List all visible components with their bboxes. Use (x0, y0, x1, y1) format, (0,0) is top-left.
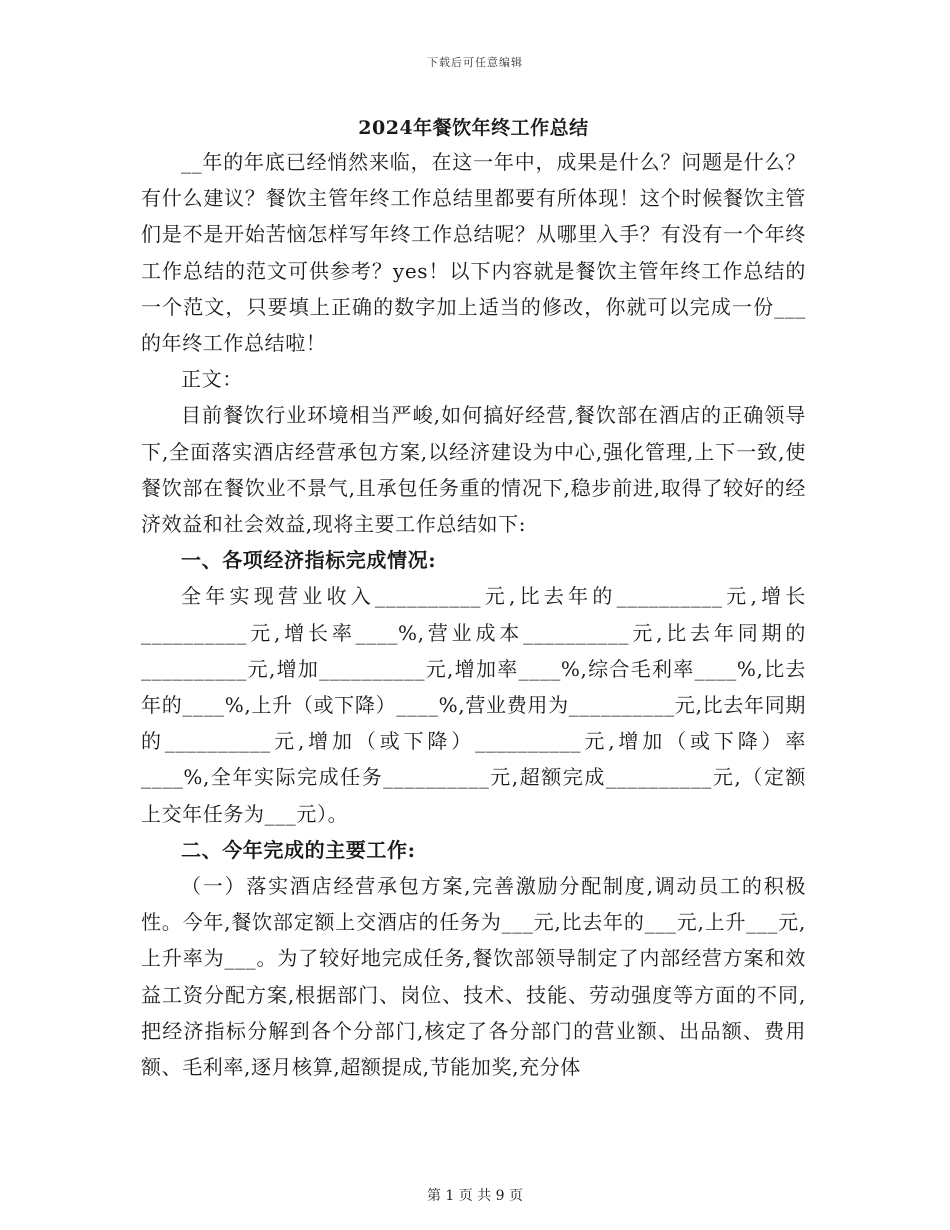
section-heading-1: 一、各项经济指标完成情况: (181, 548, 437, 573)
indicators-paragraph: 全年实现营业收入__________元,比去年的__________元,增长__________元,增长率____%,营业成本__________元,比去年同期的__________元,增加__________元,增加率____%,综合毛利率____%,比去年的____%,上升（或下降）____%,营业费用为__________元,比去年同期的__________元,增加（或下降）__________元,增加（或下降）率____%,全年实际完成任务__________元,超额完成__________元,（定额上交年任务为___元）。 (141, 584, 806, 826)
section-heading-2: 二、今年完成的主要工作: (181, 837, 416, 862)
body-label: 正文： (181, 367, 243, 392)
document-title: 2024年餐饮年终工作总结 (358, 117, 589, 139)
page-footer: 第 1 页 共 9 页 (426, 1188, 524, 1204)
intro-paragraph: __年的年底已经悄然来临，在这一年中，成果是什么？问题是什么？有什么建议？餐饮主管年终工作总结里都要有所体现！这个时候餐饮主管们是不是开始苦恼怎样写年终工作总结呢？从哪里入手？有没有一个年终工作总结的范文可供参考？yes！以下内容就是餐饮主管年终工作总结的一个范文，只要填上正确的数字加上适当的修改，你就可以完成一份___的年终工作总结啦！ (141, 150, 806, 356)
work-paragraph: （一）落实酒店经营承包方案,完善激励分配制度,调动员工的积极性。今年,餐饮部定额上交酒店的任务为___元,比去年的___元,上升___元,上升率为___。为了较好地完成任务,餐饮部领导制定了内部经营方案和效益工资分配方案,根据部门、岗位、技术、技能、劳动强度等方面的不同,把经济指标分解到各个分部门,核定了各分部门的营业额、出品额、费用额、毛利率,逐月核算,超额提成,节能加奖,充分体 (141, 874, 806, 1080)
document-body (141, 112, 806, 1085)
context-paragraph: 目前餐饮行业环境相当严峻,如何搞好经营,餐饮部在酒店的正确领导下,全面落实酒店经营承包方案,以经济建设为中心,强化管理,上下一致,使餐饮部在餐饮业不景气,且承包任务重的情况下,稳步前进,取得了较好的经济效益和社会效益,现将主要工作总结如下: (141, 403, 806, 537)
page-header: 下载后可任意编辑 (427, 56, 523, 69)
